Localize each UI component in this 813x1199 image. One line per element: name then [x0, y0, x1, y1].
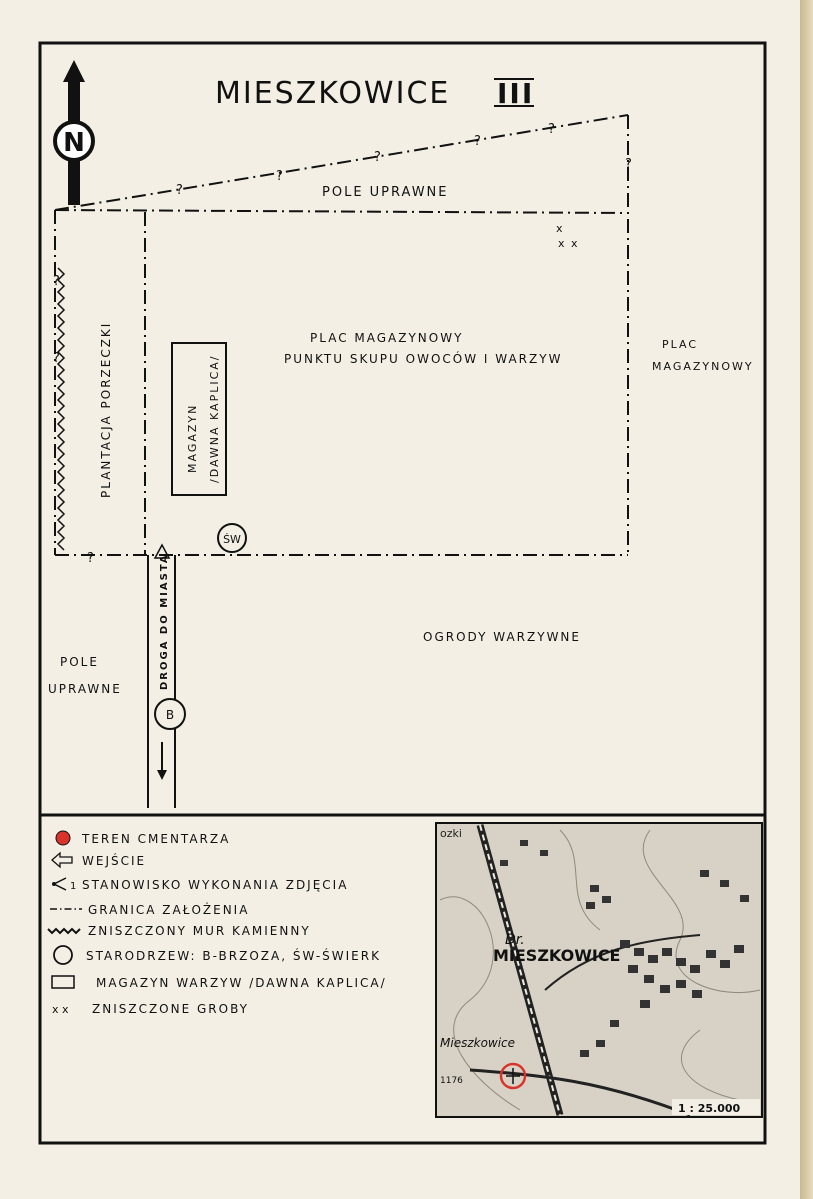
circle-icon — [54, 946, 72, 964]
stone-wall-hatching — [58, 268, 64, 550]
arrow-outline-icon — [52, 853, 72, 867]
svg-text:x: x — [558, 237, 565, 250]
svg-text:?: ? — [276, 169, 283, 184]
label-plantacja: PLANTACJA PORZECZKI — [99, 321, 113, 498]
svg-text:N: N — [63, 128, 85, 158]
svg-text:?: ? — [87, 551, 94, 566]
xx-icon: x x — [52, 1003, 69, 1016]
label-pole-left: POLE — [60, 655, 99, 669]
legend-text-magazyn: MAGAZYN WARZYW /DAWNA KAPLICA/ — [96, 976, 387, 990]
north-arrow-icon — [55, 60, 93, 205]
svg-text:ozki: ozki — [440, 827, 462, 840]
inset-scale: 1 : 25.000 — [678, 1102, 741, 1115]
svg-text:Dr.: Dr. — [505, 932, 525, 948]
map-title: MIESZKOWICE — [215, 76, 451, 111]
rectangle-icon — [52, 976, 74, 988]
camera-position-icon — [52, 878, 76, 892]
label-plac-magazynowy: PLAC MAGAZYNOWY — [310, 331, 464, 345]
label-uprawne-left: UPRAWNE — [48, 682, 122, 696]
inset-map — [436, 823, 762, 1117]
legend-text-stanowisko: STANOWISKO WYKONANIA ZDJĘCIA — [82, 878, 349, 892]
label-dawna-kaplica: /DAWNA KAPLICA/ — [208, 354, 221, 483]
label-pole-uprawne-top: POLE UPRAWNE — [322, 185, 449, 200]
svg-text:1: 1 — [70, 881, 77, 892]
svg-text:1176: 1176 — [440, 1076, 463, 1086]
label-magazynowy-right: MAGAZYNOWY — [652, 360, 754, 373]
tree-birch — [155, 699, 185, 729]
legend-text-wejscie: WEJŚCIE — [82, 854, 147, 868]
legend-text-teren-cmentarza: TEREN CMENTARZA — [82, 832, 231, 846]
destroyed-graves — [556, 222, 578, 250]
legend-text-mur: ZNISZCZONY MUR KAMIENNY — [88, 924, 311, 938]
svg-text:B: B — [165, 708, 175, 722]
svg-text:?: ? — [53, 351, 60, 366]
tree-spruce — [218, 524, 246, 552]
legend-text-groby: ZNISZCZONE GROBY — [92, 1002, 249, 1016]
svg-text:?: ? — [474, 134, 481, 149]
svg-text:?: ? — [176, 183, 183, 198]
map-title-numeral: III — [497, 77, 535, 110]
label-droga-do-miasta: DROGA DO MIASTA — [159, 553, 170, 690]
svg-text:?: ? — [548, 122, 555, 137]
svg-text:x: x — [556, 222, 563, 235]
svg-text:ŚW: ŚW — [223, 533, 241, 546]
red-dot-icon — [56, 831, 70, 845]
hatched-wall-icon — [48, 929, 80, 933]
label-magazyn: MAGAZYN — [186, 403, 199, 473]
legend — [48, 831, 387, 1016]
label-plac-right: PLAC — [662, 338, 699, 351]
label-punktu-skupu: PUNKTU SKUPU OWOCÓW I WARZYW — [284, 352, 563, 366]
svg-text:Mieszkowice: Mieszkowice — [440, 1036, 516, 1050]
svg-text:?: ? — [625, 157, 632, 172]
svg-text:x: x — [571, 237, 578, 250]
legend-text-granica: GRANICA ZAŁOŻENIA — [88, 903, 250, 917]
svg-text:?: ? — [374, 150, 381, 165]
svg-text:MIESZKOWICE: MIESZKOWICE — [493, 946, 621, 965]
legend-text-starodrzew: STARODRZEW: B-BRZOZA, ŚW-ŚWIERK — [86, 949, 381, 963]
label-ogrody-warzywne: OGRODY WARZYWNE — [423, 630, 581, 644]
svg-text:?: ? — [53, 274, 60, 289]
